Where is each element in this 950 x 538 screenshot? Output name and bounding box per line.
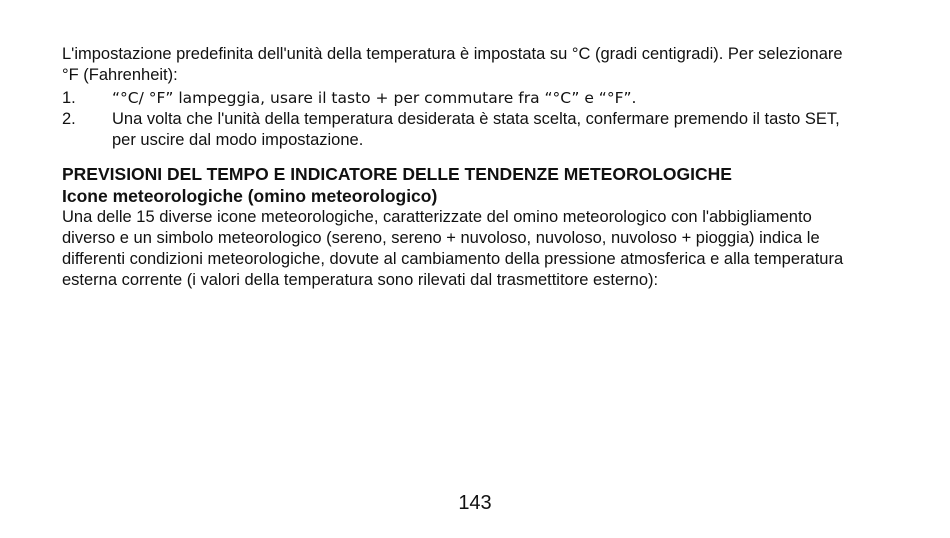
list-item <box>62 109 852 151</box>
intro-paragraph: L'impostazione predefinita dell'unità della temperatura è impostata su °C (gradi centigradi). Per selezionare °F (Fahrenheit): <box>62 45 843 84</box>
section-heading: PREVISIONI DEL TEMPO E INDICATORE DELLE TENDENZE METEOROLOGICHE <box>62 164 732 184</box>
list-item-text: Una volta che l'unità della temperatura desiderata è stata scelta, confermare premendo il tasto SET, per uscire dal modo impostazione. <box>112 110 840 149</box>
page-number: 143 <box>458 492 492 514</box>
list-item-number: 2. <box>62 110 76 128</box>
list-item-text: “°C/ °F” lampeggia, usare il tasto + per commutare fra “°C” e “°F”. <box>112 89 637 107</box>
document-page <box>62 44 852 291</box>
list-item <box>62 88 852 109</box>
steps-list <box>62 88 852 151</box>
section-subheading: Icone meteorologiche (omino meteorologico) <box>62 186 438 206</box>
section-body: Una delle 15 diverse icone meteorologiche, caratterizzate del omino meteorologico con l'abbigliamento diverso e un simbolo meteorologico (sereno, sereno + nuvoloso, nuvoloso, nuvoloso + pioggia) indica le differenti condizioni meteorologiche, dovute al cambiamento della pressione atmosferica e alla temperatura esterna corrente (i valori della temperatura sono rilevati dal trasmettitore esterno): <box>62 208 844 289</box>
list-item-number: 1. <box>62 89 76 107</box>
